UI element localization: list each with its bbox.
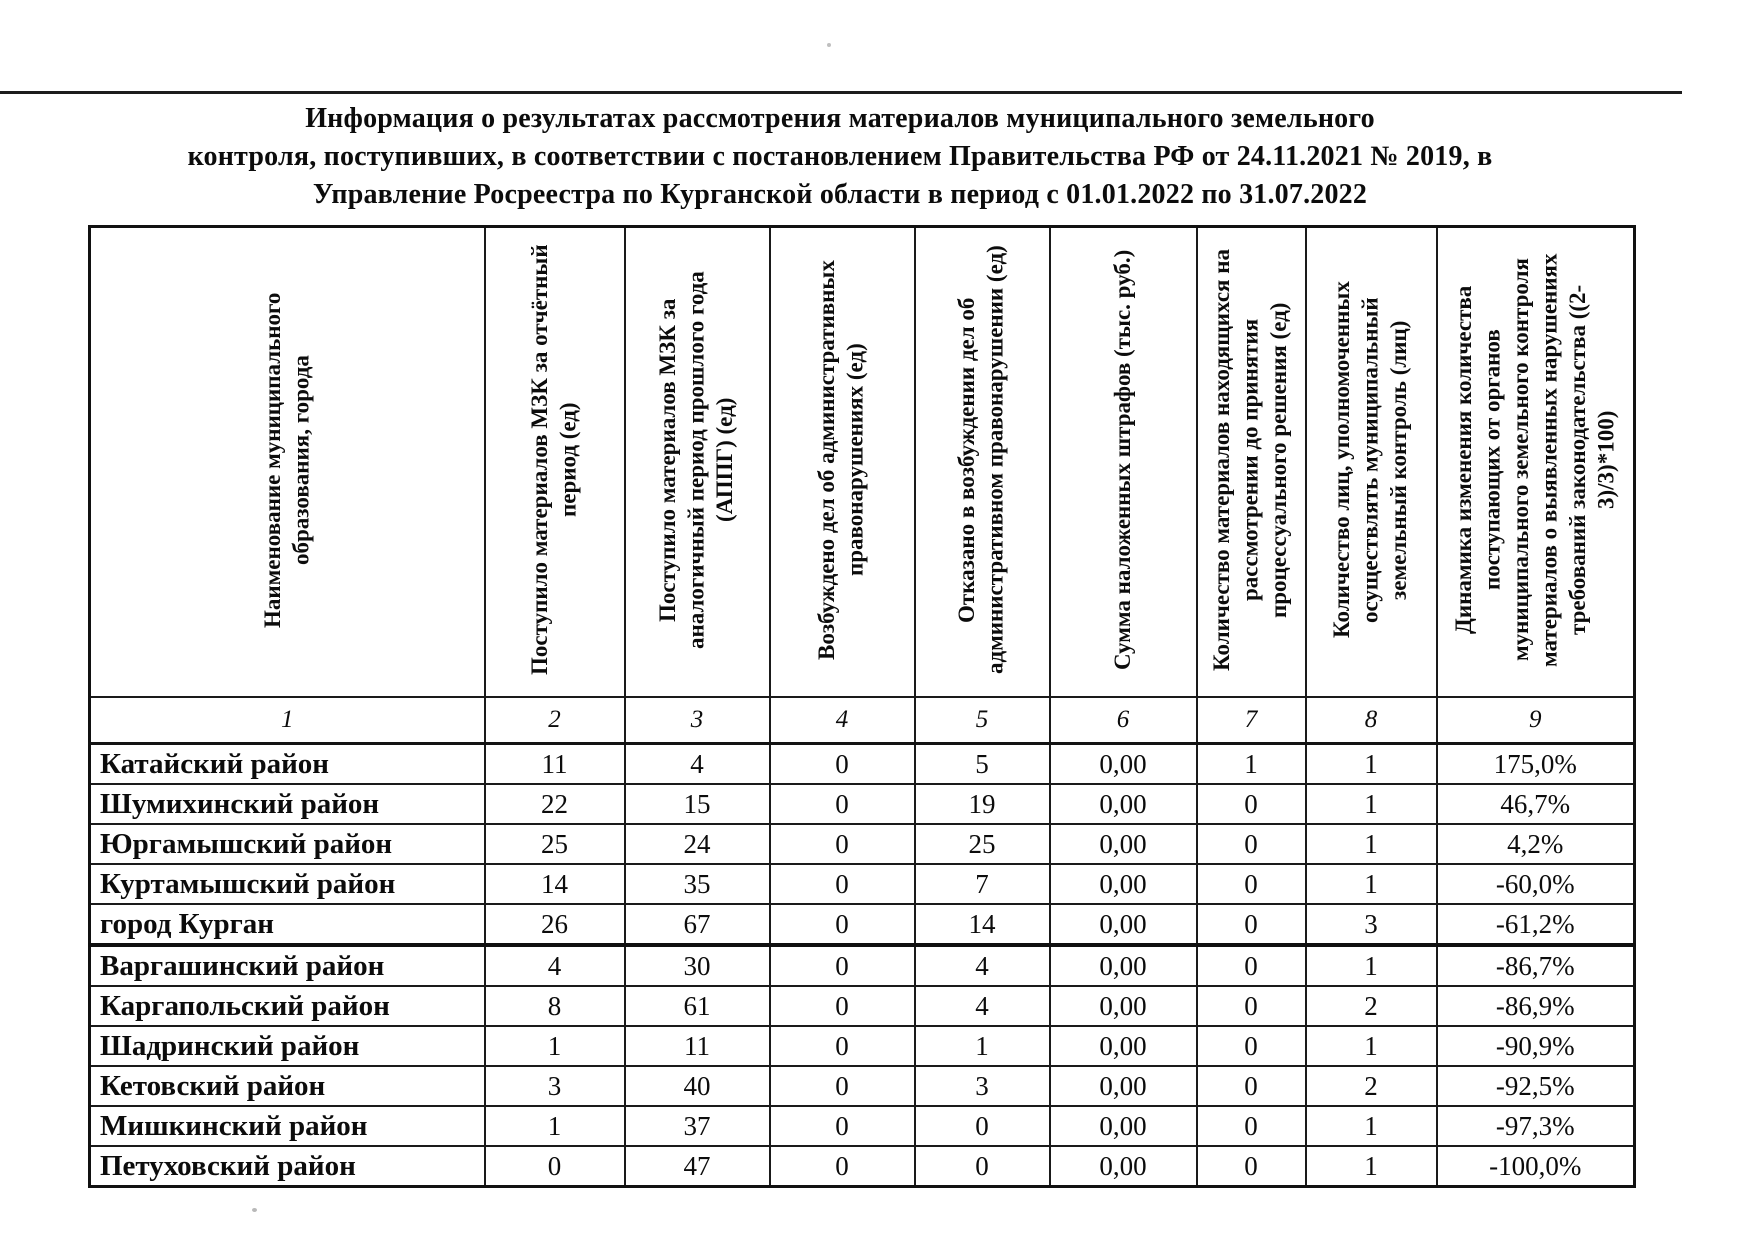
column-header-text: Сумма наложенных штрафов (тыс. руб.) [1109,249,1135,670]
table-cell: 22 [485,784,625,824]
table-cell: 1 [1306,1106,1437,1146]
table-cell: 0 [770,945,915,986]
column-header-5 [915,227,1050,698]
table-row [90,986,1635,1026]
table-cell: 11 [625,1026,770,1066]
column-header-text: Отказано в возбуждении дел об административном правонарушении (ед) [954,245,1008,674]
column-number: 6 [1050,697,1197,744]
table-cell: 3 [915,1066,1050,1106]
table-row [90,1026,1635,1066]
row-label: Каргапольский район [90,986,485,1026]
column-number: 8 [1306,697,1437,744]
table-cell: 0 [1197,1026,1306,1066]
table-cell: 4 [915,945,1050,986]
table-cell: -86,7% [1437,945,1635,986]
table-cell: 0 [1197,904,1306,945]
horizontal-rule [0,91,1682,94]
column-header-1 [90,227,485,698]
table-row [90,864,1635,904]
row-label: Мишкинский район [90,1106,485,1146]
table-cell: 0 [1197,864,1306,904]
table-cell: -97,3% [1437,1106,1635,1146]
table-cell: 0 [770,784,915,824]
table-cell: 4 [625,744,770,785]
table-cell: 24 [625,824,770,864]
table-cell: 0 [1197,824,1306,864]
table-cell: 25 [485,824,625,864]
column-header-2 [485,227,625,698]
table-cell: 0 [770,824,915,864]
table-row [90,1106,1635,1146]
column-header-text: Наименование муниципального образования, города [259,291,314,628]
row-label: Юргамышский район [90,824,485,864]
table-row [90,945,1635,986]
scan-artifact-dot [252,1208,257,1212]
table-cell: 0,00 [1050,1106,1197,1146]
table-cell: 0 [1197,1146,1306,1187]
table-cell: 7 [915,864,1050,904]
table-cell: 0,00 [1050,986,1197,1026]
table-cell: -60,0% [1437,864,1635,904]
table-cell: 1 [485,1026,625,1066]
table-cell: 4,2% [1437,824,1635,864]
table-cell: 1 [1306,864,1437,904]
table-cell: -86,9% [1437,986,1635,1026]
row-label: Варгашинский район [90,945,485,986]
column-header-text: Количество материалов находящихся на рассмотрении до принятия процессуального решения (ед) [1209,248,1292,671]
table-cell: 11 [485,744,625,785]
table-cell: 1 [1306,945,1437,986]
row-label: Петуховский район [90,1146,485,1187]
table-cell: 0,00 [1050,904,1197,945]
table-cell: -61,2% [1437,904,1635,945]
table-cell: 0,00 [1050,945,1197,986]
title-line-3: Управление Росреестра по Курганской области в период с 01.01.2022 по 31.07.2022 [312,179,1368,210]
column-header-9 [1437,227,1635,698]
table-cell: 175,0% [1437,744,1635,785]
column-number: 7 [1197,697,1306,744]
title-line-2: контроля, поступивших, в соответствии с постановлением Правительства РФ от 24.11.2021 № 2019, в [187,141,1493,172]
document-title [150,100,1530,214]
scan-artifact-dot [827,43,831,47]
table-cell: 4 [915,986,1050,1026]
table-cell: 0,00 [1050,824,1197,864]
table-cell: 0 [770,864,915,904]
column-header-8 [1306,227,1437,698]
table-cell: 0 [770,1146,915,1187]
report-table [88,225,1636,1188]
table-cell: -92,5% [1437,1066,1635,1106]
table-cell: 0 [1197,986,1306,1026]
column-header-4 [770,227,915,698]
column-header-text: Поступило материалов МЗК за отчётный период (ед) [526,244,581,675]
table-cell: 40 [625,1066,770,1106]
table-cell: 0 [915,1106,1050,1146]
table-cell: 0,00 [1050,784,1197,824]
row-label: Куртамышский район [90,864,485,904]
column-number: 9 [1437,697,1635,744]
table-cell: 0 [1197,1106,1306,1146]
table-cell: 4 [485,945,625,986]
column-number: 1 [90,697,485,744]
table-cell: 2 [1306,986,1437,1026]
table-cell: 25 [915,824,1050,864]
column-header-3 [625,227,770,698]
column-header-text: Динамика изменения количества поступающих от органов муниципального земельного контроля материалов о выявленных нарушениях требований законодательства ((2-3)/3)*100) [1450,252,1619,667]
column-number-row [90,697,1635,744]
table-cell: 15 [625,784,770,824]
table-cell: 0 [770,1106,915,1146]
table-row [90,1146,1635,1187]
row-label: Шадринский район [90,1026,485,1066]
table-cell: 1 [1306,824,1437,864]
table-cell: 1 [1197,744,1306,785]
table-cell: 37 [625,1106,770,1146]
column-header-6 [1050,227,1197,698]
table-cell: -90,9% [1437,1026,1635,1066]
row-label: Кетовский район [90,1066,485,1106]
column-number: 5 [915,697,1050,744]
column-header-7 [1197,227,1306,698]
table-cell: 0,00 [1050,864,1197,904]
table-cell: 26 [485,904,625,945]
table-cell: 2 [1306,1066,1437,1106]
table-cell: 19 [915,784,1050,824]
table-cell: 0 [915,1146,1050,1187]
table-cell: 47 [625,1146,770,1187]
table-cell: 0 [770,904,915,945]
table-cell: 0,00 [1050,1066,1197,1106]
table-cell: 0 [770,1026,915,1066]
table-cell: 30 [625,945,770,986]
table-cell: 67 [625,904,770,945]
table-row [90,904,1635,945]
table-cell: 0,00 [1050,744,1197,785]
table-cell: 8 [485,986,625,1026]
column-number: 4 [770,697,915,744]
table-row [90,1066,1635,1106]
table-cell: 0 [770,744,915,785]
table-cell: 0 [1197,945,1306,986]
table-cell: 0,00 [1050,1026,1197,1066]
row-label: Шумихинский район [90,784,485,824]
table-cell: 1 [1306,1146,1437,1187]
table-cell: 0 [485,1146,625,1187]
table-cell: 1 [1306,744,1437,785]
table-cell: 0 [770,1066,915,1106]
row-label: Катайский район [90,744,485,785]
column-number: 3 [625,697,770,744]
table-row [90,784,1635,824]
table-row [90,824,1635,864]
row-label: город Курган [90,904,485,945]
table-cell: 14 [485,864,625,904]
table-header-row [90,227,1635,698]
table-cell: 0 [770,986,915,1026]
table-cell: 14 [915,904,1050,945]
table-cell: 3 [485,1066,625,1106]
table-cell: -100,0% [1437,1146,1635,1187]
table-row [90,744,1635,785]
column-header-text: Поступило материалов МЗК за аналогичный период прошлого года (АППГ) (ед) [655,270,738,649]
table-cell: 61 [625,986,770,1026]
title-line-1: Информация о результатах рассмотрения материалов муниципального земельного [305,103,1375,134]
table-cell: 0 [1197,1066,1306,1106]
table-cell: 1 [485,1106,625,1146]
table-cell: 0 [1197,784,1306,824]
table-cell: 46,7% [1437,784,1635,824]
table-cell: 5 [915,744,1050,785]
column-header-text: Количество лиц, уполномоченных осуществлять муниципальный земельный контроль (лиц) [1329,281,1412,638]
table-cell: 1 [1306,784,1437,824]
column-number: 2 [485,697,625,744]
table-cell: 3 [1306,904,1437,945]
table-cell: 0,00 [1050,1146,1197,1187]
column-header-text: Возбуждено дел об административных правонарушениях (ед) [814,259,868,660]
table-cell: 1 [1306,1026,1437,1066]
table-cell: 1 [915,1026,1050,1066]
table-cell: 35 [625,864,770,904]
